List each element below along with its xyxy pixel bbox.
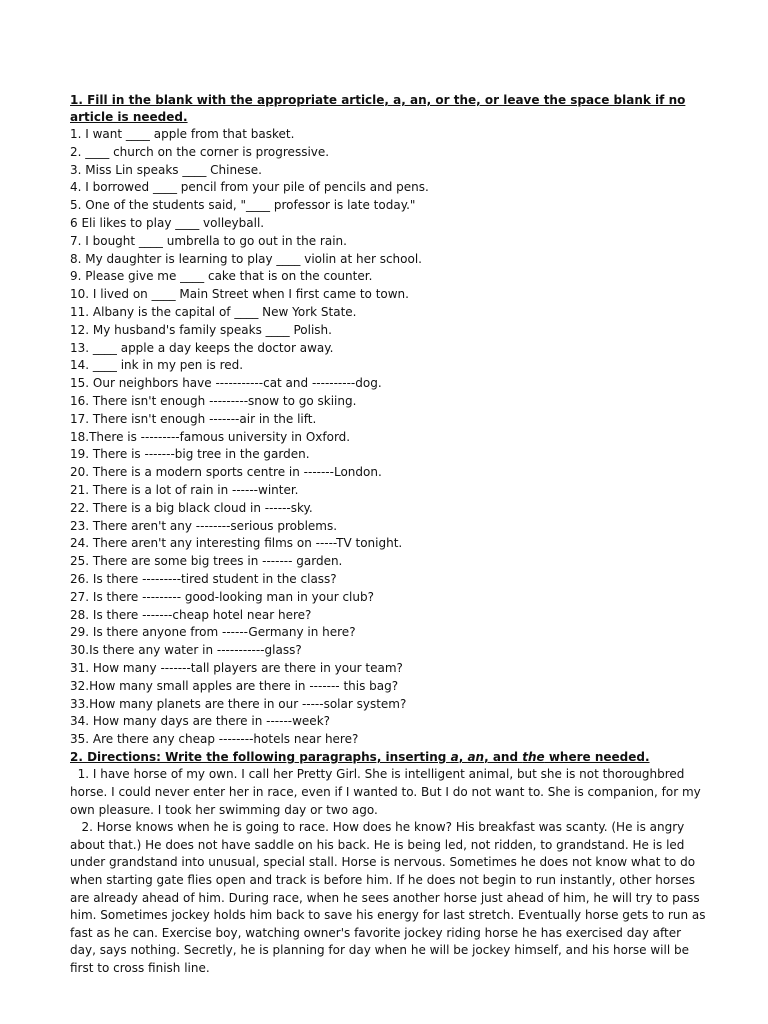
exercise1-list: [70, 126, 722, 749]
list-item: 9. Please give me ____ cake that is on the counter.: [70, 269, 373, 284]
paragraph-line: horse. I could never enter her in race, even if I wanted to. But I do not want to. She is companion, for my: [70, 785, 701, 800]
list-item: 31. How many -------tall players are there in your team?: [70, 660, 403, 675]
list-item: 11. Albany is the capital of ____ New York State.: [70, 304, 357, 319]
section1-heading-tail: .: [182, 110, 188, 124]
list-item: 24. There aren't any interesting films on -----TV tonight.: [70, 536, 403, 551]
paragraph-line: when starting gate flies open and track is before him. If he does not begin to run instantly, other horses: [70, 873, 695, 888]
paragraph-line: are already ahead of him. During race, when he sees another horse just ahead of him, he will try to pass: [70, 890, 700, 905]
paragraph-line: first to cross finish line.: [70, 961, 210, 976]
list-item: 4. I borrowed ____ pencil from your pile of pencils and pens.: [70, 180, 429, 195]
worksheet-page: [70, 92, 722, 978]
list-item: 1. I want ____ apple from that basket.: [70, 127, 295, 141]
list-item: 21. There is a lot of rain in ------winter.: [70, 482, 299, 497]
list-item: 22. There is a big black cloud in ------sky.: [70, 500, 313, 515]
list-item: 33.How many planets are there in our -----solar system?: [70, 696, 407, 711]
section1-heading-text: 1. Fill in the blank with the appropriate article, a, an, or the, or leave the space blank if no article is needed: [70, 93, 686, 124]
list-item: 26. Is there ---------tired student in the class?: [70, 571, 337, 586]
list-item: 3. Miss Lin speaks ____ Chinese.: [70, 162, 262, 177]
article-a: a: [450, 749, 459, 764]
paragraph-line: about that.) He does not have saddle on his back. He is being led, not ridden, to grandstand. He is led: [70, 837, 685, 852]
list-item: 25. There are some big trees in ------- garden.: [70, 554, 343, 569]
list-item: 12. My husband's family speaks ____ Polish.: [70, 322, 332, 337]
list-item: 29. Is there anyone from ------Germany in here?: [70, 625, 356, 640]
list-item: 10. I lived on ____ Main Street when I first came to town.: [70, 287, 409, 302]
list-item: 8. My daughter is learning to play ____ violin at her school.: [70, 251, 422, 266]
section2-heading-sep1: ,: [458, 749, 468, 764]
paragraph-line: 2. Horse knows when he is going to race. How does he know? His breakfast was scanty. (He is angry: [70, 820, 685, 835]
list-item: 17. There isn't enough -------air in the lift.: [70, 411, 317, 426]
paragraph-line: under grandstand into unusual, special stall. Horse is nervous. Sometimes he does not know what to do: [70, 855, 696, 870]
list-item: 28. Is there -------cheap hotel near here?: [70, 607, 312, 622]
paragraph-2: [70, 819, 722, 977]
paragraph-line: own pleasure. I took her swimming day or two ago.: [70, 802, 378, 817]
list-item: 32.How many small apples are there in ------- this bag?: [70, 678, 399, 693]
list-item: 5. One of the students said, "____ professor is late today.": [70, 198, 416, 213]
list-item: 34. How many days are there in ------week?: [70, 714, 331, 729]
section2-heading-sep2: , and: [484, 749, 523, 764]
list-item: 13. ____ apple a day keeps the doctor away.: [70, 340, 334, 355]
list-item: 6 Eli likes to play ____ volleyball.: [70, 215, 265, 230]
section1-heading: [70, 92, 722, 126]
paragraph-line: him. Sometimes jockey holds him back to save his energy for last stretch. Eventually horse gets to run as: [70, 908, 706, 923]
list-item: 15. Our neighbors have -----------cat and ----------dog.: [70, 376, 382, 391]
list-item: 35. Are there any cheap --------hotels near here?: [70, 732, 359, 747]
paragraph-line: 1. I have horse of my own. I call her Pretty Girl. She is intelligent animal, but she is not thoroughbred: [70, 767, 685, 782]
section2-heading-post: where needed.: [544, 749, 650, 764]
paragraph-1: [70, 766, 722, 819]
article-an: an: [467, 749, 485, 764]
list-item: 30.Is there any water in -----------glass?: [70, 643, 302, 658]
list-item: 14. ____ ink in my pen is red.: [70, 358, 244, 373]
list-item: 19. There is -------big tree in the garden.: [70, 447, 310, 462]
list-item: 7. I bought ____ umbrella to go out in the rain.: [70, 233, 347, 248]
section2-heading-pre: 2. Directions: Write the following paragraphs, inserting: [70, 749, 451, 764]
list-item: 23. There aren't any --------serious problems.: [70, 518, 338, 533]
list-item: 2. ____ church on the corner is progressive.: [70, 144, 330, 159]
list-item: 27. Is there --------- good-looking man in your club?: [70, 589, 374, 604]
article-the: the: [522, 749, 545, 764]
paragraph-line: day, says nothing. Secretly, he is planning for day when he will be jockey himself, and his horse will be: [70, 943, 690, 958]
section2-heading: [70, 749, 722, 767]
list-item: 16. There isn't enough ---------snow to go skiing.: [70, 393, 357, 408]
list-item: 20. There is a modern sports centre in -------London.: [70, 465, 382, 480]
list-item: 18.There is ---------famous university in Oxford.: [70, 429, 351, 444]
paragraph-line: fast as he can. Exercise boy, watching owner's favorite jockey riding horse he has exercised day after: [70, 925, 682, 940]
